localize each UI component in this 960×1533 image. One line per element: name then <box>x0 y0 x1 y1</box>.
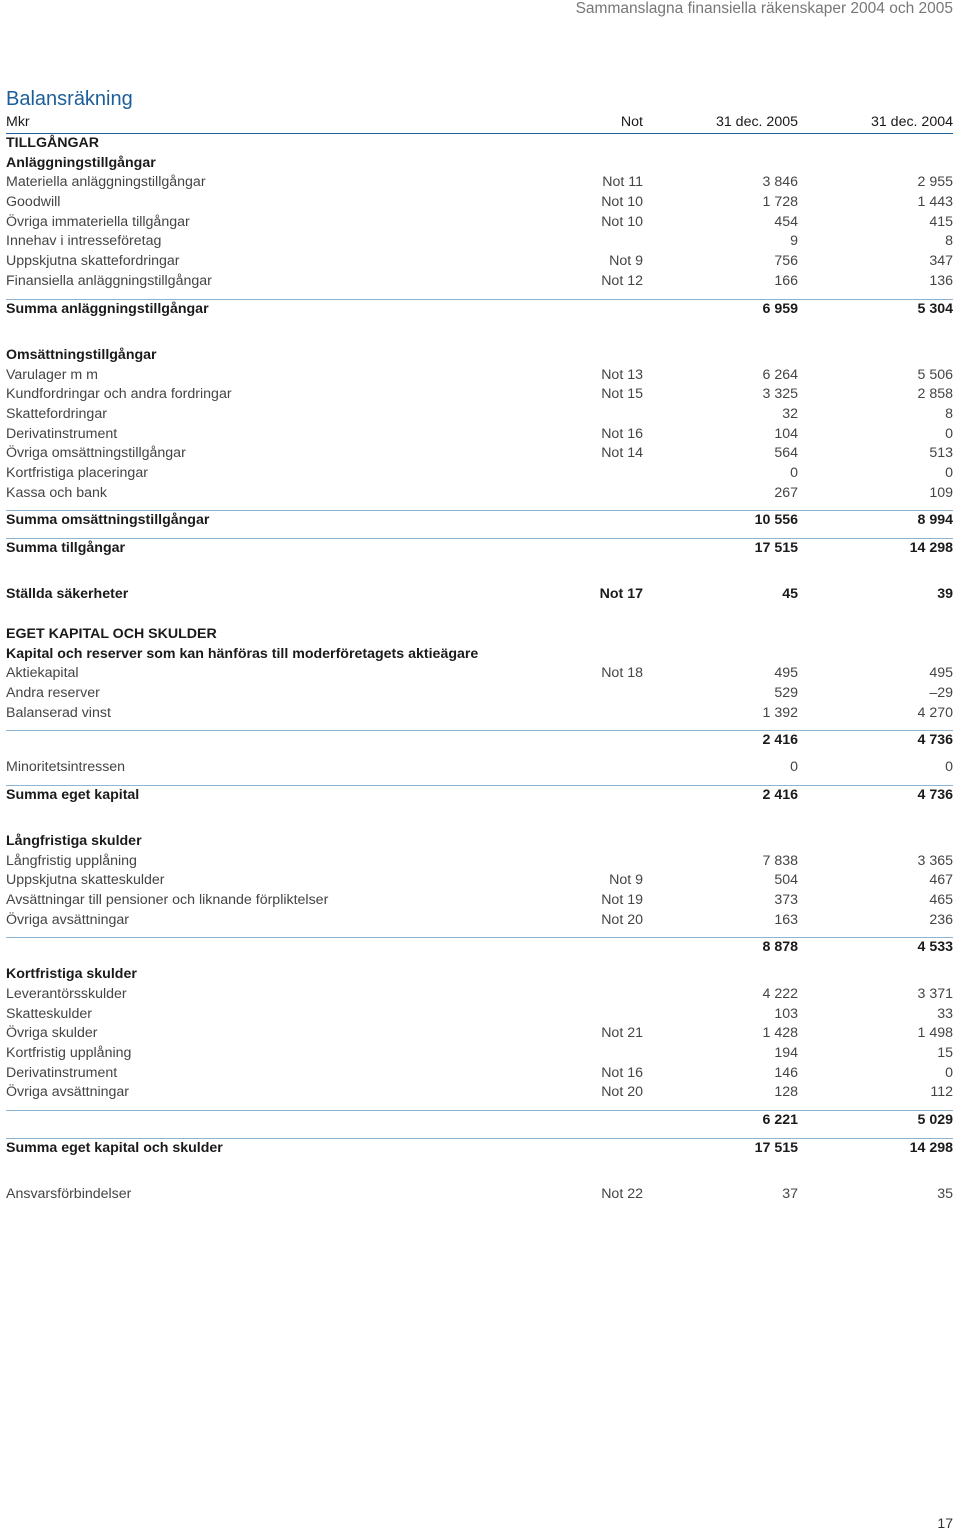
value-2005: 0 <box>790 465 798 481</box>
row-note: Not 16 <box>601 425 643 442</box>
row-note: Not 17 <box>599 586 643 603</box>
table-row <box>6 585 953 605</box>
table-row <box>6 193 953 213</box>
subheading-row <box>6 346 953 366</box>
row-note: Not 10 <box>601 213 643 230</box>
table-row <box>6 664 953 684</box>
spacer-row <box>6 605 953 625</box>
value-2005: 103 <box>774 1005 798 1022</box>
row-label: Varulager m m <box>6 366 98 383</box>
value-2005: 32 <box>782 405 798 422</box>
row-note: Not 16 <box>601 1064 643 1081</box>
subheading-row <box>6 645 953 665</box>
value-2004: 1 443 <box>917 194 953 211</box>
value-2005: 9 <box>790 233 798 250</box>
row-label: Goodwill <box>6 194 61 211</box>
value-2004: 415 <box>929 213 953 230</box>
row-label: Kundfordringar och andra fordringar <box>6 386 232 403</box>
value-2004: 0 <box>945 758 953 775</box>
value-2005: 6 264 <box>762 366 798 383</box>
table-row <box>6 871 953 891</box>
document-header-title: Sammanslagna finansiella räkenskaper 2004 och 2005 <box>575 0 953 17</box>
value-2004: 4 736 <box>917 786 953 803</box>
sum-row <box>6 937 953 958</box>
value-2005: 529 <box>774 684 798 701</box>
row-label: Kassa och bank <box>6 484 107 501</box>
table-row <box>6 425 953 445</box>
value-2004: 2 955 <box>917 174 953 191</box>
row-label: Kortfristiga placeringar <box>6 465 148 481</box>
row-label: Kapital och reserver som kan hänföras till moderföretagets aktieägare <box>6 645 479 662</box>
row-label: Balanserad vinst <box>6 704 111 721</box>
value-2004: 39 <box>937 586 953 603</box>
value-2005: 1 728 <box>762 194 798 211</box>
row-label: Skatteskulder <box>6 1005 92 1022</box>
table-row <box>6 1044 953 1064</box>
sum-row <box>6 510 953 531</box>
row-label: Övriga skulder <box>6 1025 98 1042</box>
value-2005: 166 <box>774 272 798 289</box>
row-label: Summa omsättningstillgångar <box>6 512 210 529</box>
value-2004: 236 <box>929 911 953 928</box>
sum-row <box>6 730 953 751</box>
table-row <box>6 684 953 704</box>
row-label: Uppskjutna skatteskulder <box>6 872 165 889</box>
value-2004: 14 298 <box>909 1139 953 1156</box>
value-2005: 17 515 <box>754 1139 798 1156</box>
value-2005: 756 <box>774 253 798 270</box>
row-note: Not 11 <box>602 174 643 191</box>
table-row <box>6 704 953 724</box>
row-label: Omsättningstillgångar <box>6 346 157 363</box>
row-note: Not 10 <box>601 194 643 211</box>
value-2005: 1 392 <box>762 704 798 721</box>
row-label: Innehav i intresseföretag <box>6 233 162 250</box>
table-row <box>6 1005 953 1025</box>
value-2004: 1 498 <box>917 1025 953 1042</box>
row-label: Summa eget kapital och skulder <box>6 1139 223 1156</box>
table-row <box>6 758 953 778</box>
subheading-row <box>6 965 953 985</box>
value-2005: 267 <box>774 484 798 501</box>
value-2004: 0 <box>945 465 953 481</box>
row-note: Not 21 <box>601 1025 643 1042</box>
value-2005: 104 <box>774 425 798 442</box>
row-label: Avsättningar till pensioner och liknande förpliktelser <box>6 892 329 909</box>
value-2005: 0 <box>790 758 798 775</box>
value-2005: 6 959 <box>762 300 798 317</box>
spacer-row <box>6 812 953 832</box>
row-note: Not 13 <box>601 366 643 383</box>
value-2005: 454 <box>774 213 798 230</box>
row-label: Leverantörsskulder <box>6 985 127 1002</box>
row-note: Not 22 <box>601 1186 643 1202</box>
row-note: Not 12 <box>601 272 643 289</box>
row-label: Skattefordringar <box>6 405 107 422</box>
note-header: Not <box>620 114 643 130</box>
value-2004: 4 533 <box>917 939 953 956</box>
col-2005-header: 31 dec. 2005 <box>715 114 798 130</box>
table-body <box>6 134 953 1205</box>
row-label: Minoritetsintressen <box>6 758 126 775</box>
value-2004: 4 736 <box>917 732 953 749</box>
row-label: Kortfristig upplåning <box>6 1044 132 1061</box>
table-row <box>6 405 953 425</box>
row-label: Summa tillgångar <box>6 540 126 557</box>
value-2004: 2 858 <box>917 386 953 403</box>
spacer-row <box>6 326 953 346</box>
table-row <box>6 484 953 504</box>
value-2004: 33 <box>937 1005 953 1022</box>
table-row <box>6 385 953 405</box>
row-label: Kortfristiga skulder <box>6 966 137 983</box>
value-2004: 35 <box>937 1186 953 1202</box>
value-2005: 10 556 <box>754 512 798 529</box>
value-2005: 373 <box>774 892 798 909</box>
table-row <box>6 366 953 386</box>
value-2005: 504 <box>774 872 798 889</box>
row-note: Not 9 <box>609 872 643 889</box>
row-note: Not 18 <box>601 665 643 682</box>
value-2005: 564 <box>774 445 798 462</box>
table-row <box>6 852 953 872</box>
row-label: Derivatinstrument <box>6 425 118 442</box>
row-label: Övriga omsättningstillgångar <box>6 445 186 462</box>
value-2004: 3 371 <box>917 985 953 1002</box>
row-note: Not 19 <box>601 892 643 909</box>
value-2005: 4 222 <box>762 985 798 1002</box>
value-2005: 3 325 <box>762 386 798 403</box>
table-row <box>6 444 953 464</box>
spacer-row <box>6 566 953 586</box>
value-2005: 7 838 <box>762 852 798 869</box>
row-label: Finansiella anläggningstillgångar <box>6 272 212 289</box>
value-2004: 467 <box>929 872 953 889</box>
row-label: Ställda säkerheter <box>6 586 129 603</box>
table-row <box>6 1083 953 1103</box>
subheading-row <box>6 154 953 174</box>
subheading-row <box>6 832 953 852</box>
sum-row <box>6 1138 953 1159</box>
value-2004: 5 506 <box>917 366 953 383</box>
value-2004: 8 <box>945 233 953 250</box>
row-label: Derivatinstrument <box>6 1064 118 1081</box>
row-label: Anläggningstillgångar <box>6 154 156 171</box>
row-label: Övriga immateriella tillgångar <box>6 213 190 230</box>
section-heading-row <box>6 134 953 154</box>
value-2005: 37 <box>782 1186 798 1202</box>
value-2004: 15 <box>937 1044 953 1061</box>
value-2004: 8 <box>945 405 953 422</box>
col-2004-header: 31 dec. 2004 <box>870 114 953 130</box>
table-row <box>6 252 953 272</box>
row-label: Långfristiga skulder <box>6 833 142 849</box>
row-label: Summa eget kapital <box>6 786 140 803</box>
row-label: Uppskjutna skattefordringar <box>6 253 180 270</box>
sum-row <box>6 785 953 806</box>
row-label: Aktiekapital <box>6 665 79 682</box>
table-row <box>6 1185 953 1205</box>
value-2004: 8 994 <box>917 512 953 529</box>
value-2004: 14 298 <box>909 540 953 557</box>
value-2004: 513 <box>929 445 953 462</box>
value-2005: 45 <box>782 586 798 603</box>
value-2004: 0 <box>945 425 953 442</box>
value-2005: 128 <box>774 1084 798 1101</box>
row-label: Summa anläggningstillgångar <box>6 300 209 317</box>
value-2004: 112 <box>930 1084 953 1101</box>
value-2005: 495 <box>774 665 798 682</box>
value-2004: 109 <box>929 484 953 501</box>
spacer-row <box>6 1165 953 1185</box>
table-row <box>6 232 953 252</box>
section-heading-row <box>6 625 953 645</box>
table-row <box>6 1024 953 1044</box>
row-note: Not 15 <box>601 386 643 403</box>
sum-row <box>6 1110 953 1131</box>
balance-sheet-table <box>6 112 953 1205</box>
value-2005: 6 221 <box>762 1111 798 1128</box>
value-2005: 2 416 <box>762 732 798 749</box>
section-title: Balansräkning <box>6 88 133 110</box>
table-row <box>6 985 953 1005</box>
value-2004: 3 365 <box>917 852 953 869</box>
value-2005: 146 <box>774 1064 798 1081</box>
value-2005: 3 846 <box>762 174 798 191</box>
row-label: Övriga avsättningar <box>6 1084 130 1101</box>
row-label: Övriga avsättningar <box>6 911 130 928</box>
value-2005: 17 515 <box>754 540 798 557</box>
value-2004: 0 <box>945 1064 953 1081</box>
table-header-row <box>6 112 953 134</box>
value-2004: –29 <box>929 684 953 701</box>
value-2005: 2 416 <box>762 786 798 803</box>
value-2004: 136 <box>929 272 953 289</box>
row-label: Ansvarsförbindelser <box>6 1186 132 1202</box>
row-note: Not 20 <box>601 911 643 928</box>
row-label: Långfristig upplåning <box>6 852 137 869</box>
row-label: EGET KAPITAL OCH SKULDER <box>6 625 217 642</box>
row-label: Materiella anläggningstillgångar <box>6 174 206 191</box>
value-2005: 163 <box>774 911 798 928</box>
value-2005: 194 <box>774 1044 798 1061</box>
table-row <box>6 213 953 233</box>
row-note: Not 14 <box>601 445 643 462</box>
value-2004: 465 <box>929 892 953 909</box>
value-2005: 1 428 <box>762 1025 798 1042</box>
sum-row <box>6 538 953 559</box>
value-2004: 495 <box>929 665 953 682</box>
table-row <box>6 891 953 911</box>
value-2004: 5 029 <box>917 1111 953 1128</box>
value-2005: 8 878 <box>762 939 798 956</box>
row-label: TILLGÅNGAR <box>6 135 99 151</box>
row-note: Not 20 <box>601 1084 643 1101</box>
page-number: 17 <box>937 1515 953 1531</box>
sum-row <box>6 299 953 320</box>
value-2004: 347 <box>929 253 953 270</box>
table-row <box>6 1064 953 1084</box>
value-2004: 5 304 <box>917 300 953 317</box>
table-row <box>6 911 953 931</box>
unit-header: Mkr <box>6 114 30 130</box>
table-row <box>6 272 953 292</box>
table-row <box>6 464 953 484</box>
row-note: Not 9 <box>609 253 643 270</box>
value-2004: 4 270 <box>917 704 953 721</box>
table-row <box>6 173 953 193</box>
row-label: Andra reserver <box>6 684 100 701</box>
